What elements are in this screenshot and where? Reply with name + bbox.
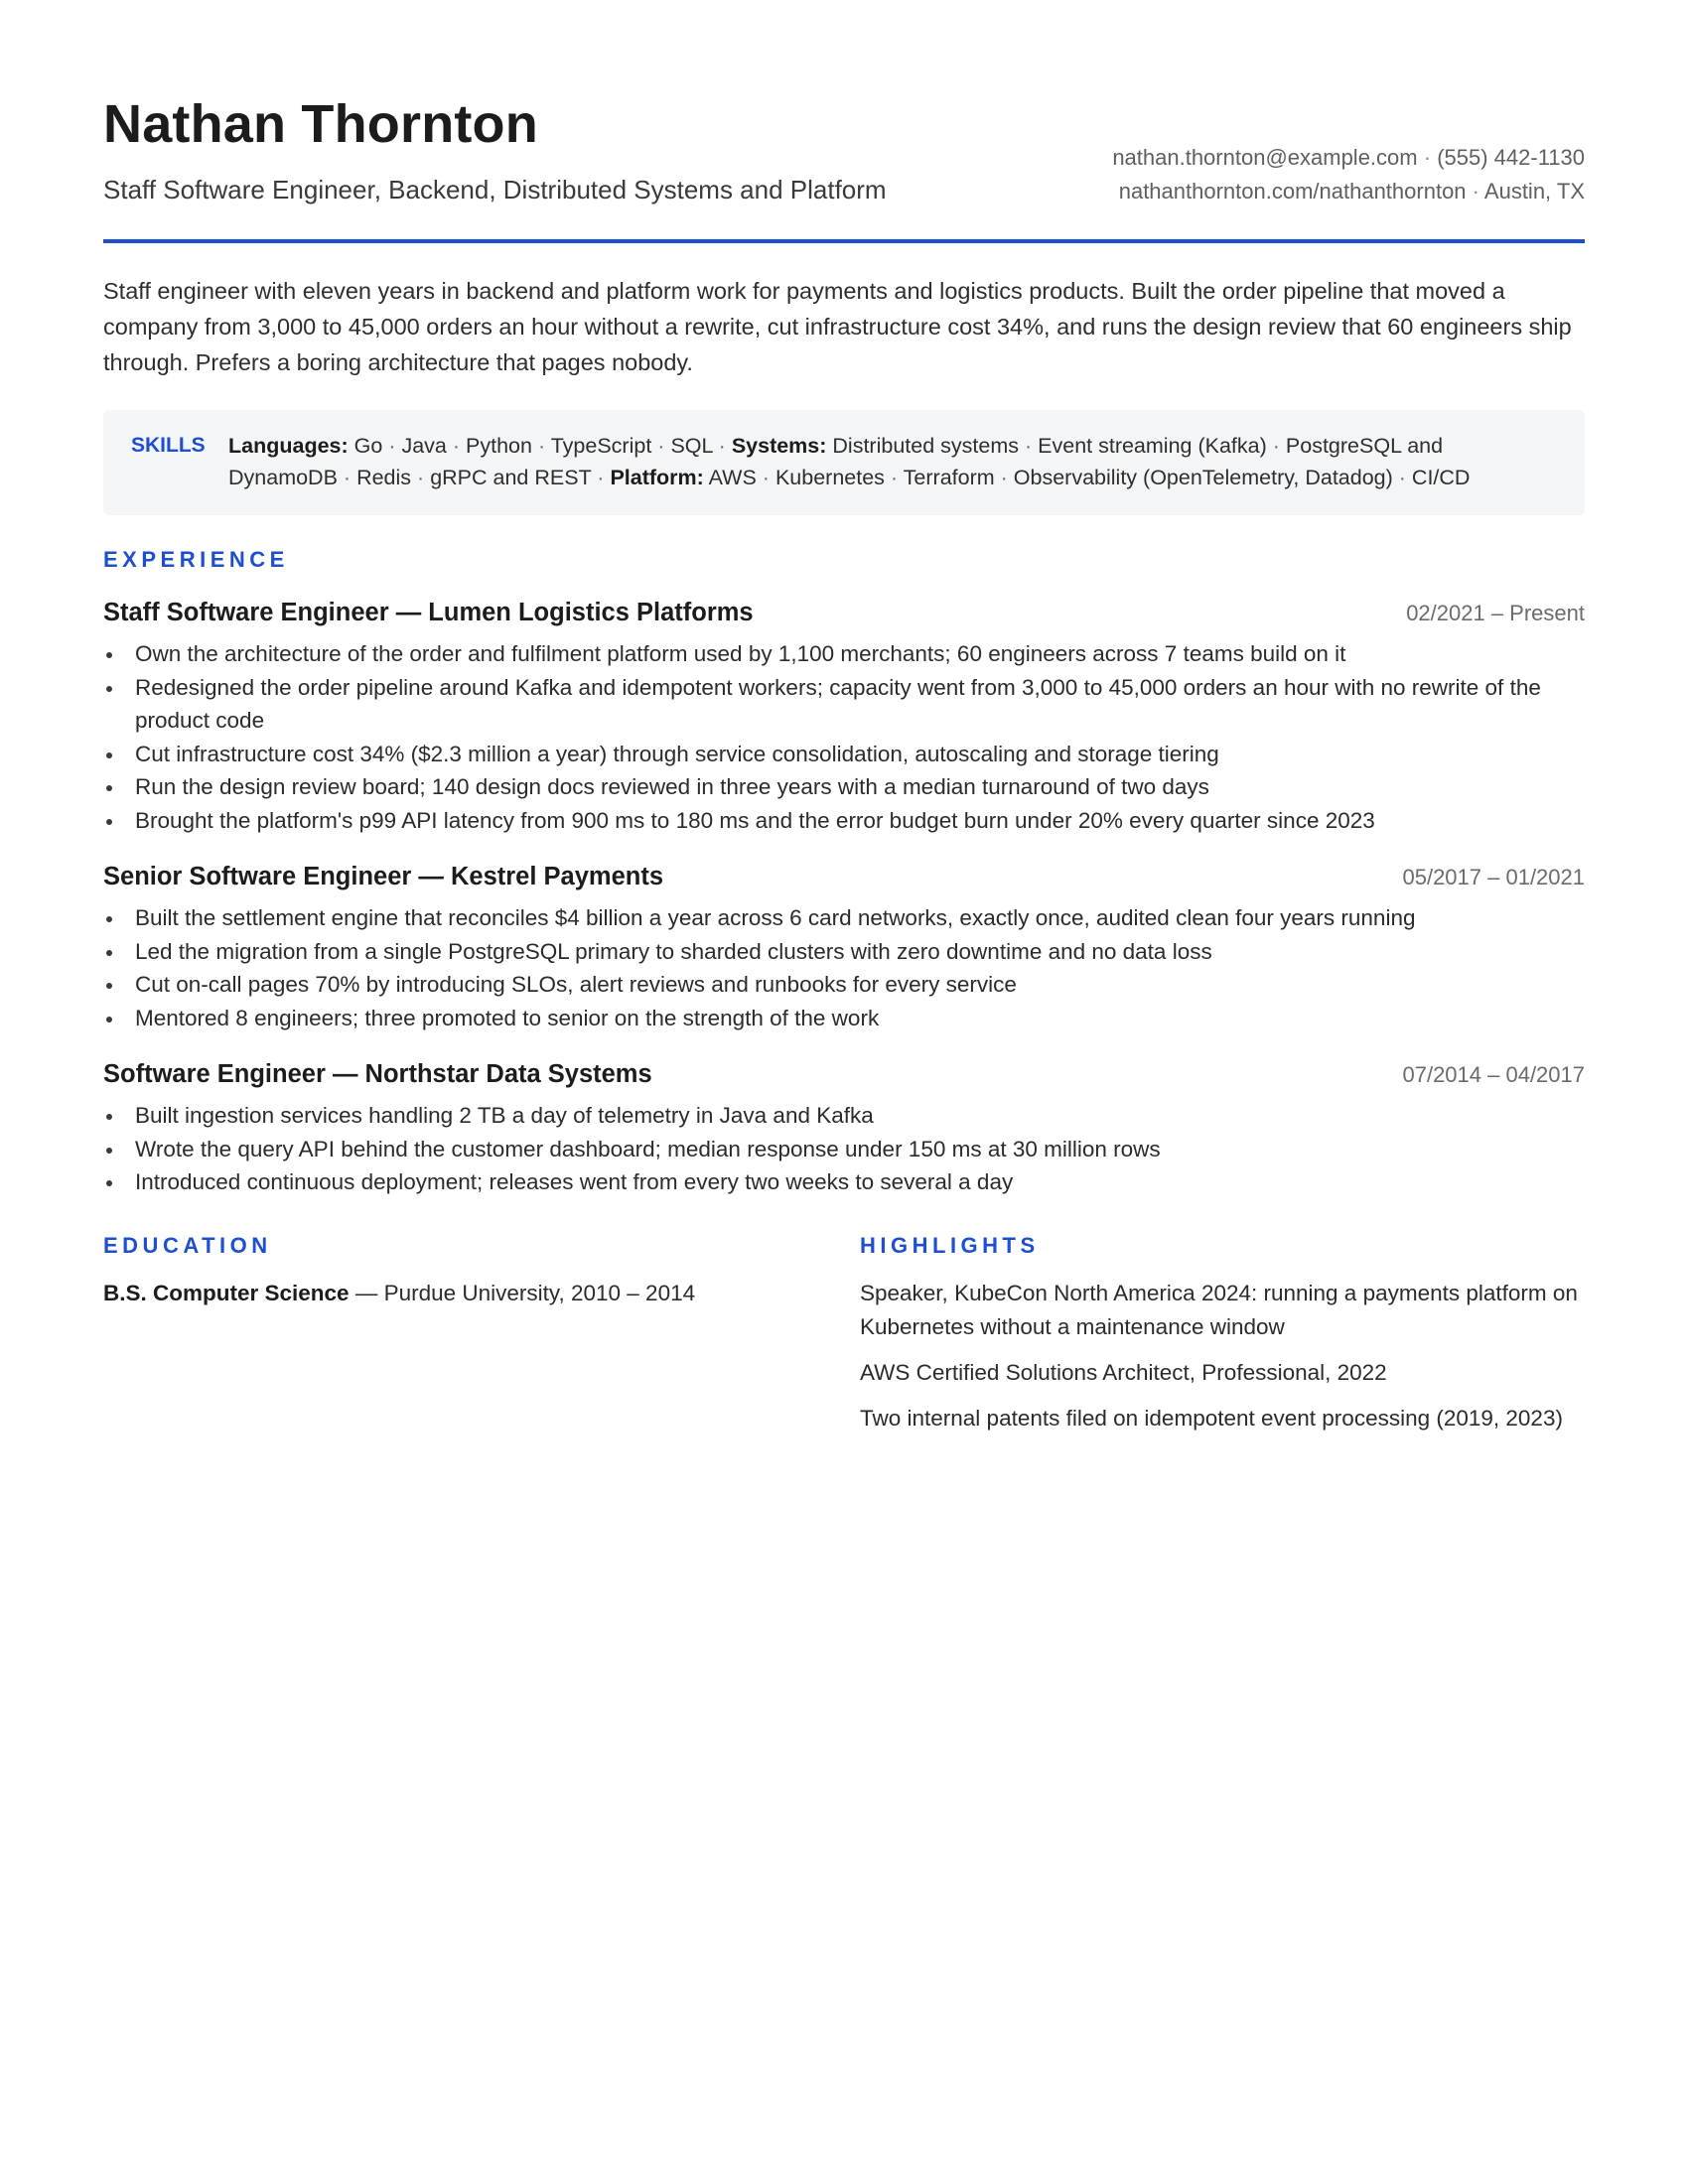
contact-line-1 xyxy=(1112,141,1585,175)
highlights-section xyxy=(860,1233,1585,1435)
education-entry xyxy=(103,1277,860,1310)
skills-group-label: Platform: xyxy=(610,466,704,489)
bullet-item: Built ingestion services handling 2 TB a day of telemetry in Java and Kafka xyxy=(135,1099,1585,1133)
skills-separator: · xyxy=(718,434,726,458)
website-link[interactable]: nathanthornton.com/nathanthornton xyxy=(1118,179,1467,204)
summary-paragraph: Staff engineer with eleven years in backend and platform work for payments and logistics products. Built the order pipeline that moved a company from 3,000 to 45,000 orders an hour without a rewrite, cut infrastructure cost 34%, and runs the design review that 60 engineers ship through. Prefers a boring architecture that pages nobody. xyxy=(103,278,1572,375)
skill-item: Event streaming (Kafka) xyxy=(1038,434,1267,458)
job-bullets xyxy=(103,637,1585,837)
bullet-item: Mentored 8 engineers; three promoted to senior on the strength of the work xyxy=(135,1002,1585,1035)
job-entry xyxy=(103,599,1585,837)
contact-info xyxy=(1112,141,1585,208)
skills-separator: · xyxy=(597,466,605,489)
resume-content xyxy=(103,87,1585,1435)
skills-box xyxy=(103,410,1585,515)
education-detail: — Purdue University, 2010 – 2014 xyxy=(349,1280,696,1305)
skills-group-label: Systems: xyxy=(731,434,827,458)
job-dates: 02/2021 – Present xyxy=(1406,601,1585,625)
email-link[interactable]: nathan.thornton@example.com xyxy=(1112,145,1418,170)
skills-separator: · xyxy=(388,434,396,458)
skill-item: gRPC and REST xyxy=(430,466,592,489)
skill-item: SQL xyxy=(670,434,713,458)
job-title: Senior Software Engineer — Kestrel Payments xyxy=(103,863,664,890)
bullet-item: Run the design review board; 140 design docs reviewed in three years with a median turnaround of two days xyxy=(135,770,1585,804)
degree: B.S. Computer Science xyxy=(103,1280,350,1305)
bullet-item: Brought the platform's p99 API latency from 900 ms to 180 ms and the error budget burn under 20% every quarter since 2023 xyxy=(135,804,1585,838)
skill-item: PostgreSQL and DynamoDB xyxy=(228,434,1444,489)
job-header xyxy=(103,863,1585,891)
job-title: Software Engineer — Northstar Data Systems xyxy=(103,1060,652,1088)
skills-separator: · xyxy=(452,434,461,458)
skill-item: AWS xyxy=(708,466,757,489)
location: Austin, TX xyxy=(1483,179,1585,204)
candidate-name: Nathan Thornton xyxy=(103,94,538,154)
job-dates: 07/2014 – 04/2017 xyxy=(1402,1062,1585,1087)
job-entry xyxy=(103,863,1585,1034)
bottom-columns xyxy=(103,1233,1585,1435)
bullet-item: Cut on-call pages 70% by introducing SLOs, alert reviews and runbooks for every service xyxy=(135,968,1585,1002)
bullet-item: Introduced continuous deployment; releases went from every two weeks to several a day xyxy=(135,1165,1585,1199)
skill-item: TypeScript xyxy=(550,434,652,458)
skills-separator: · xyxy=(1398,466,1406,489)
candidate-headline: Staff Software Engineer, Backend, Distributed Systems and Platform xyxy=(103,175,887,205)
job-header xyxy=(103,599,1585,627)
phone-number: (555) 442-1130 xyxy=(1437,145,1585,170)
experience-list xyxy=(103,599,1585,1199)
highlight-item: AWS Certified Solutions Architect, Professional, 2022 xyxy=(860,1359,1387,1385)
bullet-item: Own the architecture of the order and fulfilment platform used by 1,100 merchants; 60 engineers across 7 teams build on it xyxy=(135,637,1585,671)
highlight-item: Two internal patents filed on idempotent event processing (2019, 2023) xyxy=(860,1405,1563,1431)
skills-group-label: Languages: xyxy=(228,434,349,458)
skills-label: SKILLS xyxy=(131,434,206,457)
contact-line-2 xyxy=(1112,175,1585,208)
job-bullets xyxy=(103,1099,1585,1199)
highlight-item: Speaker, KubeCon North America 2024: running a payments platform on Kubernetes without a maintenance window xyxy=(860,1280,1578,1339)
skills-separator: · xyxy=(343,466,352,489)
skill-item: Kubernetes xyxy=(774,466,885,489)
job-entry xyxy=(103,1060,1585,1199)
job-title: Staff Software Engineer — Lumen Logistics Platforms xyxy=(103,599,754,626)
skills-separator: · xyxy=(417,466,425,489)
skill-item: Go xyxy=(353,434,383,458)
bullet-item: Cut infrastructure cost 34% ($2.3 million a year) through service consolidation, autoscaling and storage tiering xyxy=(135,738,1585,771)
experience-heading: EXPERIENCE xyxy=(103,547,289,572)
resume-header xyxy=(103,87,1585,243)
skills-separator: · xyxy=(762,466,770,489)
skills-separator: · xyxy=(657,434,665,458)
contact-separator: · xyxy=(1472,179,1479,204)
skills-separator: · xyxy=(537,434,546,458)
education-section xyxy=(103,1233,860,1435)
highlights-list xyxy=(860,1277,1585,1435)
skill-item: Redis xyxy=(356,466,412,489)
job-bullets xyxy=(103,901,1585,1034)
skill-item: Python xyxy=(466,434,532,458)
bullet-item: Redesigned the order pipeline around Kafka and idempotent workers; capacity went from 3,000 to 45,000 orders an hour with no rewrite of the product code xyxy=(135,671,1585,738)
skills-separator: · xyxy=(890,466,899,489)
bullet-item: Wrote the query API behind the customer dashboard; median response under 150 ms at 30 million rows xyxy=(135,1133,1585,1166)
skill-item: Java xyxy=(401,434,447,458)
job-header xyxy=(103,1060,1585,1089)
bullet-item: Led the migration from a single PostgreSQL primary to sharded clusters with zero downtime and no data loss xyxy=(135,935,1585,969)
skill-item: Terraform xyxy=(903,466,995,489)
contact-separator: · xyxy=(1423,145,1432,170)
education-heading: EDUCATION xyxy=(103,1232,272,1258)
skills-separator: · xyxy=(1000,466,1008,489)
skill-item: Observability (OpenTelemetry, Datadog) xyxy=(1013,466,1393,489)
skills-separator: · xyxy=(1272,434,1280,458)
skill-item: Distributed systems xyxy=(832,434,1019,458)
highlights-heading: HIGHLIGHTS xyxy=(860,1232,1040,1258)
job-dates: 05/2017 – 01/2021 xyxy=(1402,865,1585,889)
skills-separator: · xyxy=(1024,434,1033,458)
skills-list xyxy=(228,430,1557,493)
bullet-item: Built the settlement engine that reconciles $4 billion a year across 6 card networks, exactly once, audited clean four years running xyxy=(135,901,1585,935)
skill-item: CI/CD xyxy=(1411,466,1471,489)
